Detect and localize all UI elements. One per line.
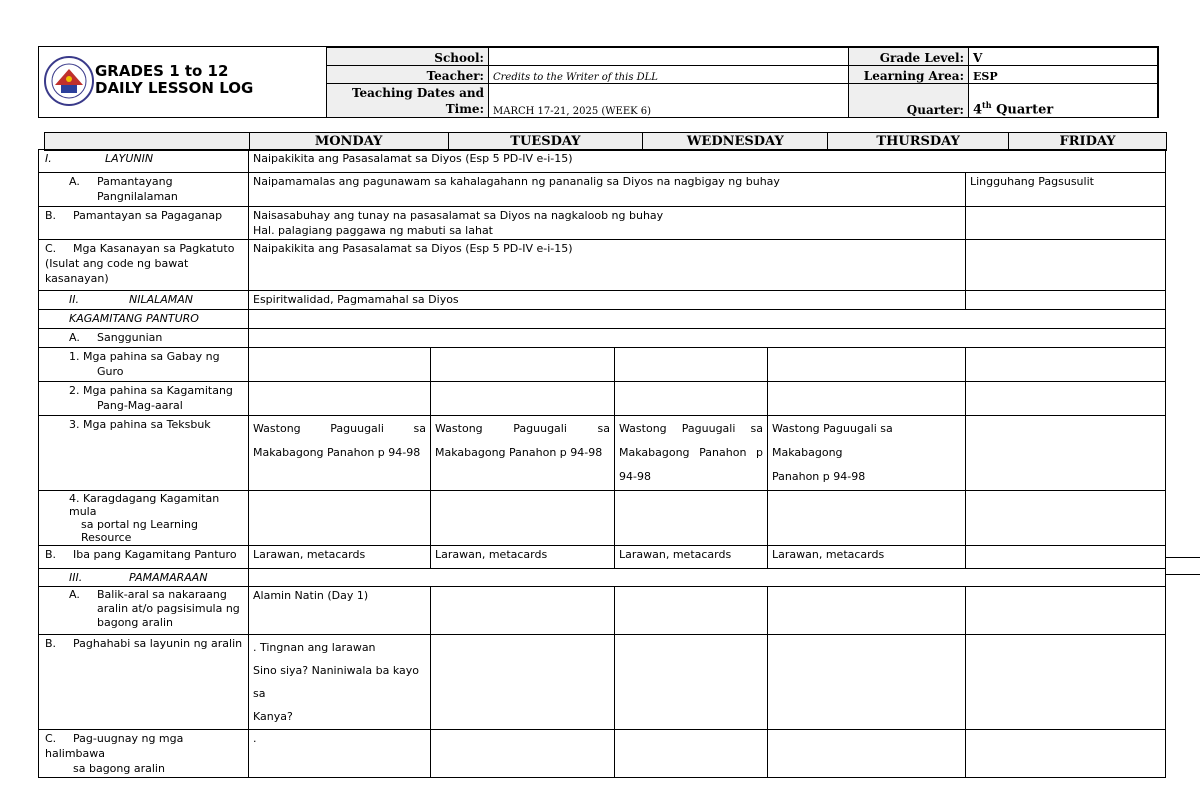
teksbuk-label: 3. Mga pahina sa Teksbuk (39, 416, 249, 491)
balik-number: A. (69, 588, 80, 601)
kasanayan-label-1: Mga Kasanayan sa Pagkatuto (73, 242, 235, 255)
karagdagang-label-1: 4. Karagdagang Kagamitan mula (69, 492, 220, 518)
teksbuk-monday-2: Makabagong Panahon p 94-98 (253, 446, 421, 459)
karagdagang-tuesday (431, 491, 615, 546)
kagamitan-label: KAGAMITANG PANTURO (39, 310, 249, 329)
row-paghahabi (39, 635, 1166, 730)
pagganap-friday (966, 207, 1166, 240)
paghahabi-thursday (768, 635, 966, 730)
school-value (489, 48, 849, 66)
balik-monday: Alamin Natin (Day 1) (249, 587, 431, 635)
teksbuk-friday (966, 416, 1166, 491)
nilalaman-friday (966, 291, 1166, 310)
row-pamantayan-pagaganap (39, 207, 1166, 240)
kasanayan-label-3: kasanayan) (45, 272, 109, 285)
balik-label-3: bagong aralin (97, 616, 173, 629)
nilalaman-label: NILALAMAN (129, 293, 194, 306)
nilalaman-label-cell (39, 291, 249, 310)
brand-line-2: DAILY LESSON LOG (95, 79, 254, 97)
day-tuesday: TUESDAY (448, 133, 643, 151)
row-balik-aral (39, 587, 1166, 635)
day-friday: FRIDAY (1009, 133, 1167, 151)
gabay-label-1: 1. Mga pahina sa Gabay ng (69, 350, 220, 363)
layunin-value: Naipakikita ang Pasasalamat sa Diyos (Esp 5 PD-IV e-i-15) (249, 150, 1166, 173)
pamamaraan-label-cell (39, 569, 249, 587)
mag-aaral-label-2: Pang-Mag-aaral (97, 399, 183, 412)
pag-uugnay-label-1: Pag-uugnay ng mga halimbawa (45, 732, 184, 760)
quarter-suffix: th (982, 99, 992, 110)
row-teksbuk (39, 416, 1166, 491)
teksbuk-tuesday-2: Makabagong Panahon p 94-98 (435, 446, 603, 459)
pag-uugnay-tuesday (431, 730, 615, 778)
mag-aaral-wednesday (615, 382, 768, 416)
pag-uugnay-monday: . (249, 730, 431, 778)
grade-level-value: V (969, 48, 1158, 66)
teksbuk-wednesday-3: 94-98 (619, 470, 651, 483)
kasanayan-friday (966, 240, 1166, 291)
balik-thursday (768, 587, 966, 635)
teksbuk-wednesday (615, 416, 768, 491)
sanggunian-number: A. (69, 331, 80, 344)
row-nilalaman (39, 291, 1166, 310)
gabay-friday (966, 348, 1166, 382)
gabay-label-2: Guro (97, 365, 124, 378)
grade-level-label: Grade Level: (849, 48, 969, 66)
paghahabi-wednesday (615, 635, 768, 730)
sanggunian-label: Sanggunian (97, 331, 163, 344)
pamantayang-label-cell (39, 173, 249, 207)
row-sanggunian (39, 329, 1166, 348)
quarter-number: 4 (973, 102, 983, 117)
balik-label-cell (39, 587, 249, 635)
gabay-monday (249, 348, 431, 382)
header-info-table (326, 47, 1158, 118)
mag-aaral-monday (249, 382, 431, 416)
gabay-thursday (768, 348, 966, 382)
kasanayan-value: Naipakikita ang Pasasalamat sa Diyos (Esp 5 PD-IV e-i-15) (249, 240, 966, 291)
balik-label-1: Balik-aral sa nakaraang (97, 588, 227, 601)
row-kagamitang-panturo (39, 310, 1166, 329)
pagganap-value-1: Naisasabuhay ang tunay na pasasalamat sa Diyos na nagkaloob ng buhay (253, 209, 664, 222)
pag-uugnay-wednesday (615, 730, 768, 778)
teacher-value: Credits to the Writer of this DLL (489, 66, 849, 84)
paghahabi-monday (249, 635, 431, 730)
row-gabay-guro (39, 348, 1166, 382)
mag-aaral-thursday (768, 382, 966, 416)
gabay-wednesday (615, 348, 768, 382)
pag-uugnay-thursday (768, 730, 966, 778)
teaching-dates-label-line-2: Time: (445, 102, 484, 116)
teksbuk-wednesday-1: Wastong Paguugali sa (619, 422, 763, 435)
row-layunin (39, 150, 1166, 173)
row-pamamaraan (39, 569, 1166, 587)
pagganap-value (249, 207, 966, 240)
pagganap-label-cell (39, 207, 249, 240)
balik-friday (966, 587, 1166, 635)
iba-label: Iba pang Kagamitang Panturo (73, 548, 237, 561)
teksbuk-tuesday (431, 416, 615, 491)
karagdagang-wednesday (615, 491, 768, 546)
pamantayang-value: Naipamamalas ang pagunawam sa kahalagahann ng pananalig sa Diyos na nagbigay ng buhay (249, 173, 966, 207)
mag-aaral-label-1: 2. Mga pahina sa Kagamitang (69, 384, 233, 397)
row-iba-pang-kagamitan (39, 546, 1166, 569)
kasanayan-label-cell (39, 240, 249, 291)
brand-title (95, 63, 253, 97)
paghahabi-monday-2: Sino siya? Naniniwala ba kayo sa (253, 664, 420, 700)
nilalaman-number: II. (69, 293, 79, 306)
learning-area-label: Learning Area: (849, 66, 969, 84)
header-brand (39, 47, 327, 117)
pamantayang-number: A. (69, 175, 80, 188)
pamantayang-label-1: Pamantayang (97, 175, 173, 188)
karagdagang-monday (249, 491, 431, 546)
karagdagang-label-3: Resource (81, 531, 132, 544)
layunin-number: I. (45, 152, 52, 165)
sanggunian-value (249, 329, 1166, 348)
iba-monday: Larawan, metacards (249, 546, 431, 569)
teksbuk-thursday-2: Panahon p 94-98 (772, 470, 866, 483)
teacher-label: Teacher: (327, 66, 489, 84)
deped-seal-icon (43, 55, 95, 107)
iba-label-cell (39, 546, 249, 569)
pagganap-number: B. (45, 209, 57, 222)
paghahabi-label-cell (39, 635, 249, 730)
quarter-label: Quarter: (849, 84, 969, 118)
layunin-label: LAYUNIN (105, 152, 154, 165)
gabay-label-cell (39, 348, 249, 382)
iba-thursday: Larawan, metacards (768, 546, 966, 569)
kagamitan-value (249, 310, 1166, 329)
teksbuk-tuesday-1: Wastong Paguugali sa (435, 422, 610, 435)
row-pamantayang-pangnilalaman (39, 173, 1166, 207)
karagdagang-friday (966, 491, 1166, 546)
mag-aaral-label-cell (39, 382, 249, 416)
pamamaraan-label: PAMAMARAAN (129, 571, 208, 584)
teksbuk-thursday (768, 416, 966, 491)
quarter-value (969, 84, 1158, 118)
row-kagamitang-mag-aaral (39, 382, 1166, 416)
quarter-word: Quarter (991, 102, 1054, 117)
paghahabi-friday (966, 635, 1166, 730)
day-monday: MONDAY (249, 133, 448, 151)
teaching-dates-label-line-1: Teaching Dates and (351, 86, 484, 100)
kasanayan-number: C. (45, 242, 57, 255)
paghahabi-monday-3: Kanya? (253, 710, 293, 723)
weekday-blank-cell (45, 133, 250, 151)
lesson-log-table (38, 149, 1166, 778)
pag-uugnay-label-cell (39, 730, 249, 778)
day-thursday: THURSDAY (828, 133, 1009, 151)
brand-line-1: GRADES 1 to 12 (95, 62, 229, 80)
balik-tuesday (431, 587, 615, 635)
school-label: School: (327, 48, 489, 66)
teaching-dates-label (327, 84, 489, 118)
karagdagang-label-cell (39, 491, 249, 546)
balik-wednesday (615, 587, 768, 635)
layunin-label-cell (39, 150, 249, 173)
karagdagang-label-2: sa portal ng Learning (81, 518, 199, 531)
day-wednesday: WEDNESDAY (643, 133, 828, 151)
mag-aaral-friday (966, 382, 1166, 416)
overflow-rule-line-2 (1165, 574, 1200, 575)
iba-wednesday: Larawan, metacards (615, 546, 768, 569)
pamamaraan-value (249, 569, 1166, 587)
pamantayang-label-2: Pangnilalaman (97, 190, 178, 203)
iba-number: B. (45, 548, 57, 561)
paghahabi-monday-1: . Tingnan ang larawan (253, 641, 376, 654)
pagganap-label: Pamantayan sa Pagaganap (73, 209, 223, 222)
row-karagdagang-kagamitan (39, 491, 1166, 546)
learning-area-value: ESP (969, 66, 1158, 84)
kasanayan-label-2: (Isulat ang code ng bawat (45, 257, 189, 270)
iba-friday (966, 546, 1166, 569)
overflow-rule-line (1165, 557, 1200, 558)
pamantayang-friday: Lingguhang Pagsusulit (966, 173, 1166, 207)
gabay-tuesday (431, 348, 615, 382)
header-box (38, 46, 1159, 118)
paghahabi-tuesday (431, 635, 615, 730)
pag-uugnay-label-2: sa bagong aralin (73, 762, 165, 775)
mag-aaral-tuesday (431, 382, 615, 416)
pamamaraan-number: III. (69, 571, 83, 584)
teksbuk-thursday-1: Wastong Paguugali sa Makabagong (772, 422, 893, 459)
row-kasanayan (39, 240, 1166, 291)
teaching-dates-value: MARCH 17-21, 2025 (WEEK 6) (489, 84, 849, 118)
teksbuk-monday (249, 416, 431, 491)
pag-uugnay-number: C. (45, 732, 57, 745)
iba-tuesday: Larawan, metacards (431, 546, 615, 569)
nilalaman-value: Espiritwalidad, Pagmamahal sa Diyos (249, 291, 966, 310)
paghahabi-number: B. (45, 637, 57, 650)
row-pag-uugnay (39, 730, 1166, 778)
pag-uugnay-friday (966, 730, 1166, 778)
teksbuk-wednesday-2: Makabagong Panahon p (619, 446, 763, 459)
pagganap-value-2: Hal. palagiang paggawa ng mabuti sa lahat (253, 224, 493, 237)
karagdagang-thursday (768, 491, 966, 546)
teksbuk-monday-1: Wastong Paguugali sa (253, 422, 426, 435)
paghahabi-label: Paghahabi sa layunin ng aralin (73, 637, 243, 650)
sanggunian-label-cell (39, 329, 249, 348)
balik-label-2: aralin at/o pagsisimula ng (97, 602, 240, 615)
